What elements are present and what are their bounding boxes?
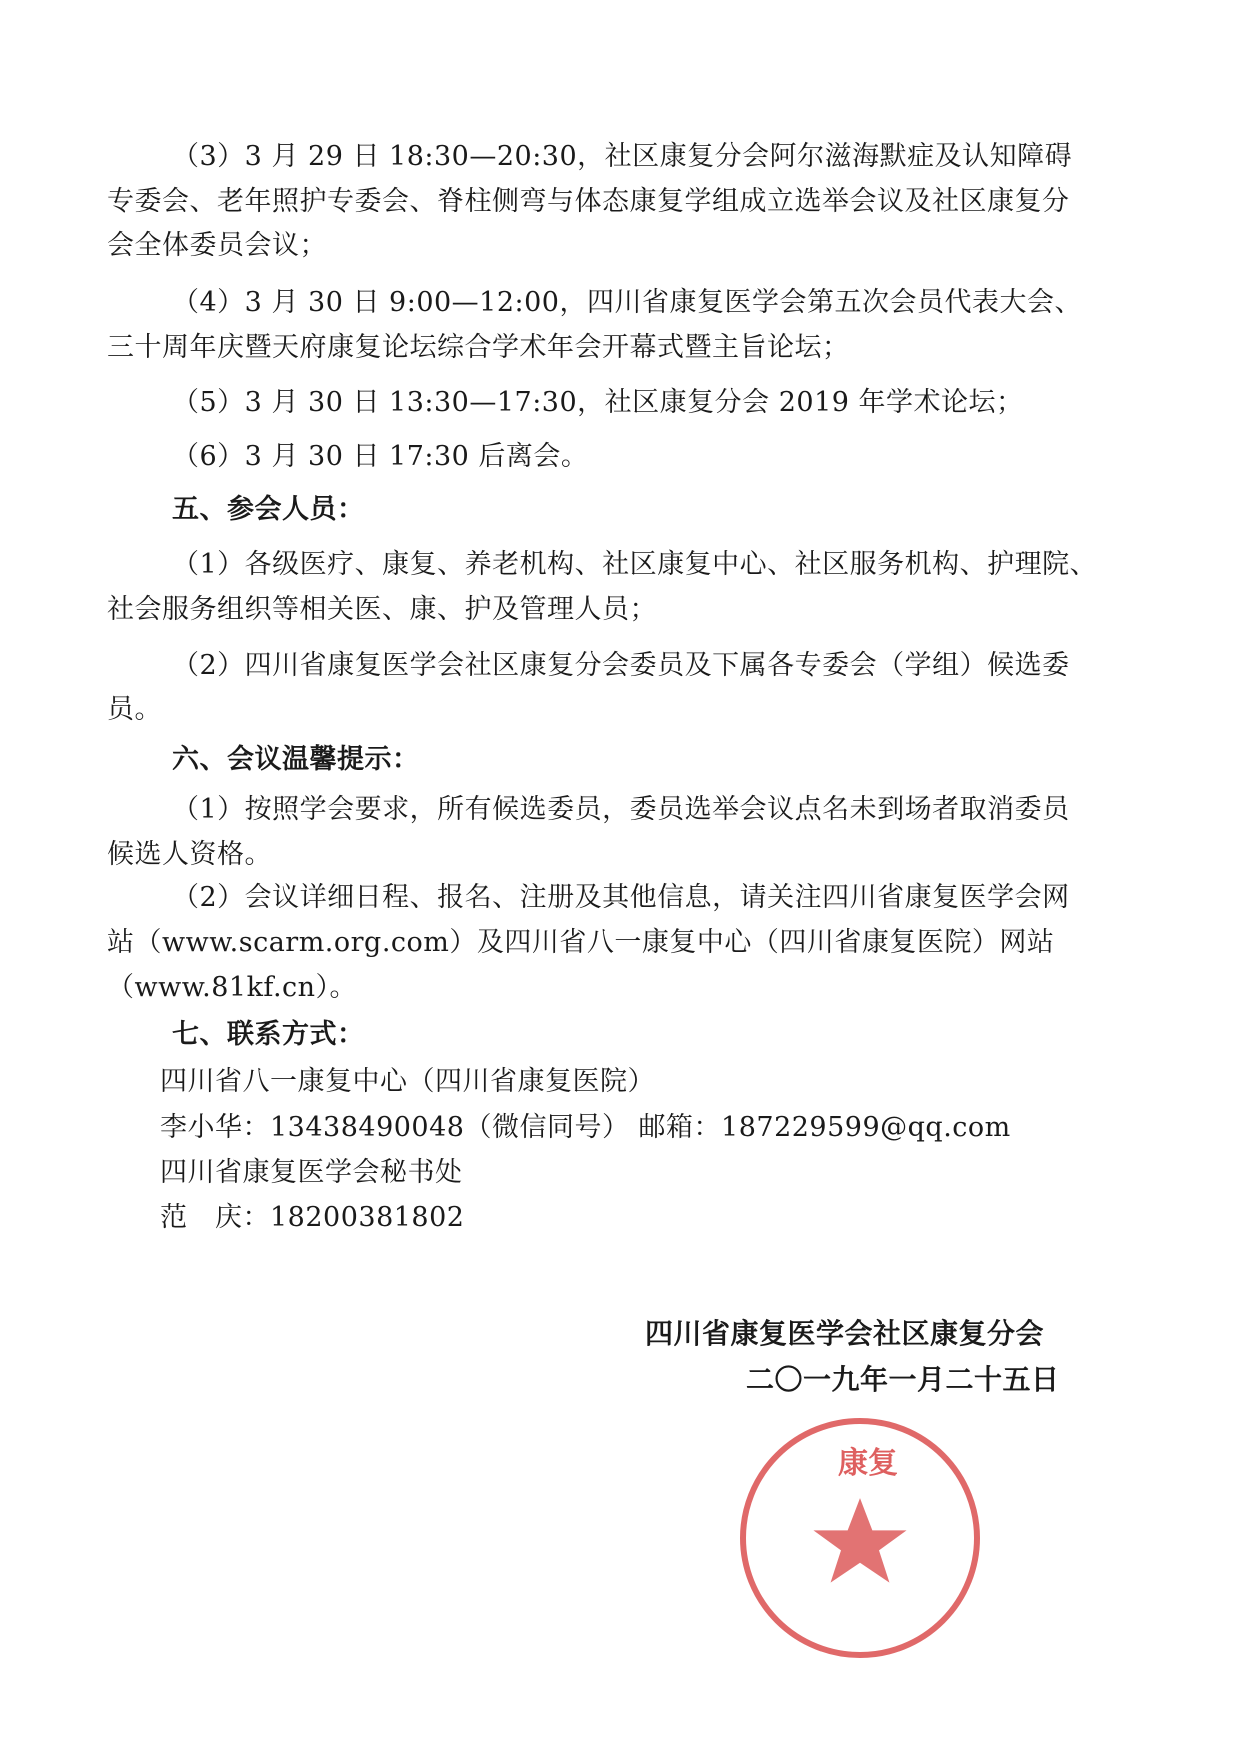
schedule-item-4-line-2: 三十周年庆暨天府康复论坛综合学术年会开幕式暨主旨论坛； bbox=[107, 332, 850, 363]
tips-item-2-line-1: （2）会议详细日程、报名、注册及其他信息，请关注四川省康复医学会网 bbox=[172, 882, 1070, 913]
tips-item-2-line-3: （www.81kf.cn）。 bbox=[107, 972, 358, 1003]
signature-date: 二〇一九年一月二十五日 bbox=[746, 1363, 1060, 1396]
contact-heading: 七、联系方式： bbox=[172, 1019, 365, 1050]
tips-item-1-line-1: （1）按照学会要求，所有候选委员，委员选举会议点名未到场者取消委员 bbox=[172, 794, 1070, 825]
contact-org-1: 四川省八一康复中心（四川省康复医院） bbox=[160, 1066, 655, 1097]
schedule-item-3-line-3: 会全体委员会议； bbox=[107, 230, 327, 261]
schedule-item-6-line-1: （6）3 月 30 日 17:30 后离会。 bbox=[172, 441, 589, 472]
participants-heading: 五、参会人员： bbox=[172, 494, 365, 525]
contact-person-1: 李小华：13438490048（微信同号） 邮箱：187229599@qq.com bbox=[160, 1112, 1011, 1143]
tips-heading: 六、会议温馨提示： bbox=[172, 744, 420, 775]
participants-item-2-line-1: （2）四川省康复医学会社区康复分会委员及下属各专委会（学组）候选委 bbox=[172, 650, 1070, 681]
schedule-item-3-line-2: 专委会、老年照护专委会、脊柱侧弯与体态康复学组成立选举会议及社区康复分 bbox=[107, 186, 1070, 217]
contact-person-2: 范 庆：18200381802 bbox=[160, 1202, 465, 1233]
tips-item-1-line-2: 候选人资格。 bbox=[107, 839, 272, 870]
schedule-item-5-line-1: （5）3 月 30 日 13:30—17:30，社区康复分会 2019 年学术论坛； bbox=[172, 387, 1024, 418]
participants-item-1-line-2: 社会服务组织等相关医、康、护及管理人员； bbox=[107, 594, 657, 625]
participants-item-2-line-2: 员。 bbox=[107, 694, 162, 725]
signature-org: 四川省康复医学会社区康复分会 bbox=[645, 1317, 1045, 1350]
contact-org-2: 四川省康复医学会秘书处 bbox=[160, 1157, 463, 1188]
schedule-item-4-line-1: （4）3 月 30 日 9:00—12:00，四川省康复医学会第五次会员代表大会、 bbox=[172, 287, 1082, 318]
seal-text: 康复 bbox=[838, 1446, 898, 1481]
schedule-item-3-line-1: （3）3 月 29 日 18:30—20:30，社区康复分会阿尔滋海默症及认知障碍 bbox=[172, 141, 1073, 172]
participants-item-1-line-1: （1）各级医疗、康复、养老机构、社区康复中心、社区服务机构、护理院、 bbox=[172, 549, 1098, 580]
official-seal-stamp bbox=[740, 1418, 980, 1658]
tips-item-2-line-2: 站（www.scarm.org.com）及四川省八一康复中心（四川省康复医院）网站 bbox=[107, 927, 1055, 958]
